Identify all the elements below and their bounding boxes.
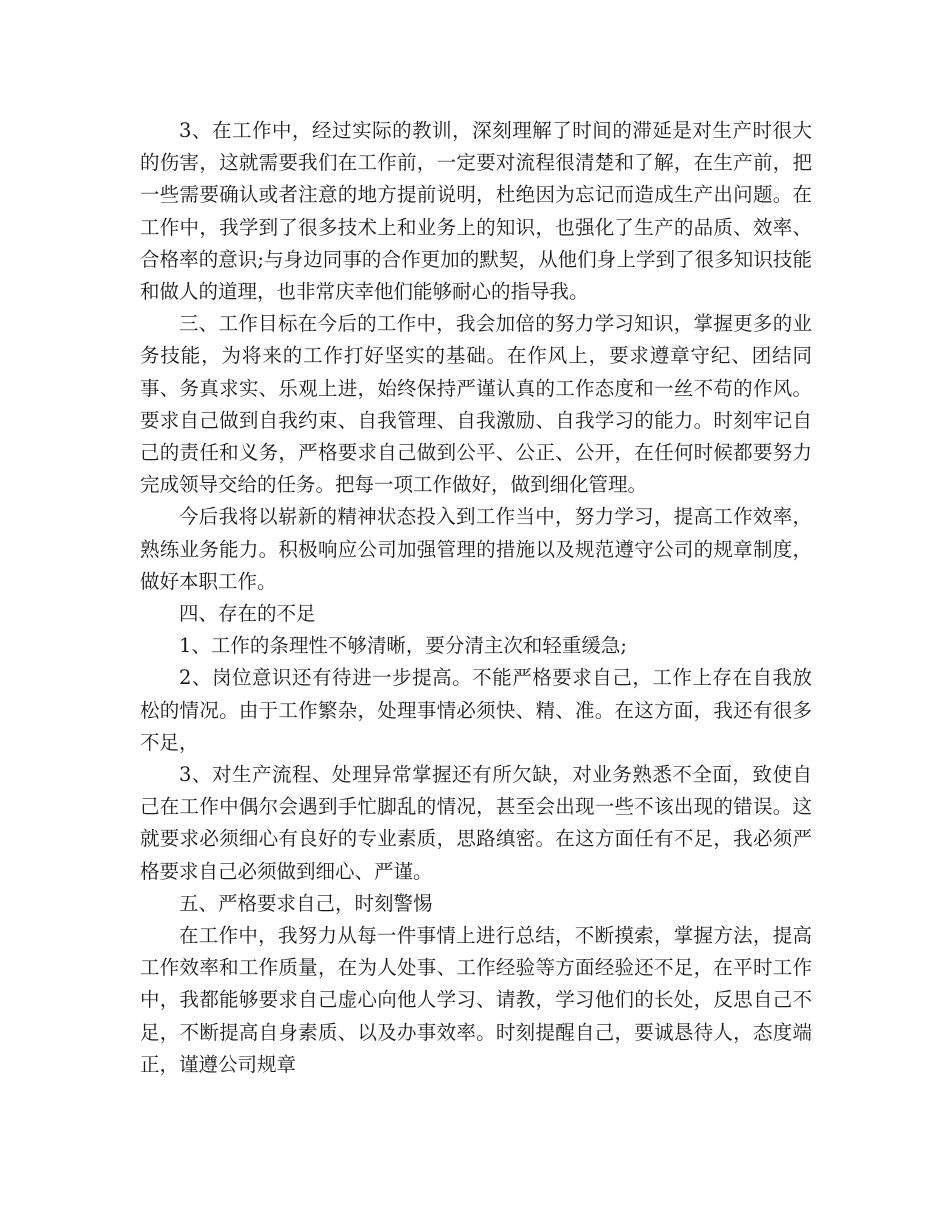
paragraph-work-goals: 三、工作目标在今后的工作中，我会加倍的努力学习知识，掌握更多的业务技能，为将来的工作打好坚实的基础。在作风上，要求遵章守纪、团结同事、务真求实、乐观上进，始终保持严谨认真的工作态度和一丝不苟的作风。要求自己做到自我约束、自我管理、自我激励、自我学习的能力。时刻牢记自己的责任和义务，严格要求自己做到公平、公正、公开，在任何时候都要努力完成领导交给的任务。把每一项工作做好，做到细化管理。: [140, 312, 812, 497]
shortcoming-item-3: 3、对生产流程、处理异常掌握还有所欠缺，对业务熟悉不全面，致使自己在工作中偶尔会遇到手忙脚乱的情况，甚至会出现一些不该出现的错误。这就要求必须细心有良好的专业素质，思路缜密。在这方面任有不足，我必须严格要求自己必须做到细心、严谨。: [140, 763, 812, 883]
shortcoming-item-1: 1、工作的条理性不够清晰，要分清主次和轻重缓急;: [179, 634, 627, 658]
section-heading-shortcomings: 四、存在的不足: [179, 602, 316, 626]
section-heading-self-discipline: 五、严格要求自己，时刻警惕: [179, 891, 433, 915]
shortcoming-item-2: 2、岗位意识还有待进一步提高。不能严格要求自己，工作上存在自我放松的情况。由于工作繁杂，处理事情必须快、精、准。在这方面，我还有很多不足，: [140, 666, 812, 754]
paragraph-self-discipline: 在工作中，我努力从每一件事情上进行总结，不断摸索，掌握方法，提高工作效率和工作质量，在为人处事、工作经验等方面经验还不足，在平时工作中，我都能够要求自己虚心向他人学习、请教，学习他们的长处，反思自己不足，不断提高自身素质、以及办事效率。时刻提醒自己，要诚恳待人，态度端正，谨遵公司规章: [140, 924, 812, 1076]
paragraph-work-lesson: 3、在工作中，经过实际的教训，深刻理解了时间的滞延是对生产时很大的伤害，这就需要我们在工作前，一定要对流程很清楚和了解，在生产前，把一些需要确认或者注意的地方提前说明，杜绝因为忘记而造成生产出问题。在工作中，我学到了很多技术上和业务上的知识，也强化了生产的品质、效率、合格率的意识;与身边同事的合作更加的默契，从他们身上学到了很多知识技能和做人的道理，也非常庆幸他们能够耐心的指导我。: [140, 119, 812, 304]
document-body: [140, 115, 812, 1081]
paragraph-future-plan: 今后我将以崭新的精神状态投入到工作当中，努力学习，提高工作效率，熟练业务能力。积极响应公司加强管理的措施以及规范遵守公司的规章制度，做好本职工作。: [140, 505, 812, 593]
